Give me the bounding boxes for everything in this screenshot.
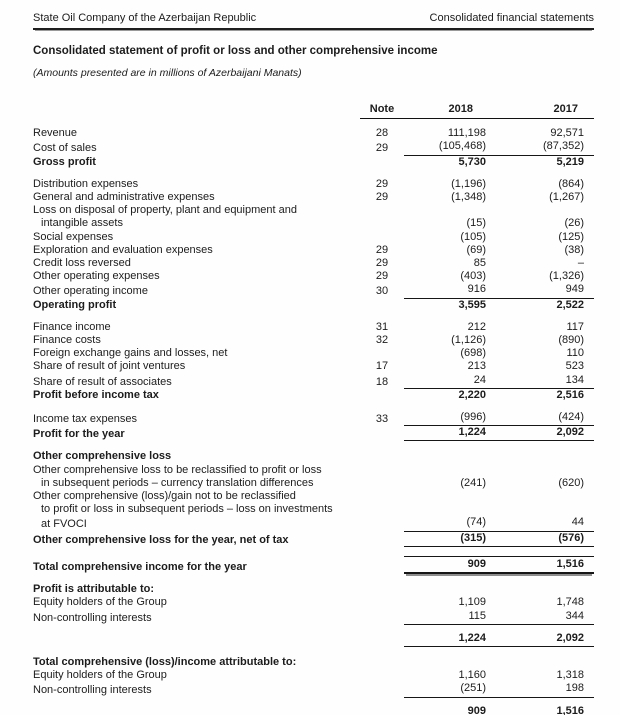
table-row — [33, 477, 594, 490]
row-numbers — [404, 140, 594, 155]
row-numbers — [404, 632, 594, 647]
value-2018: (241) — [460, 476, 486, 489]
row-numbers — [404, 610, 594, 625]
value-2017: (87,352) — [543, 140, 584, 153]
value-2018: 5,730 — [458, 155, 486, 168]
table-row — [33, 503, 594, 516]
row-right-section — [360, 140, 594, 155]
value-2017: 117 — [566, 320, 584, 333]
value-2018: (69) — [466, 243, 486, 256]
value-2018: (105,468) — [438, 140, 486, 153]
table-row — [33, 669, 594, 682]
table-row — [33, 347, 594, 360]
row-right-section — [360, 596, 594, 609]
value-2018: (74) — [466, 516, 486, 529]
row-label: Share of result of associates — [33, 375, 172, 388]
row-label: Other comprehensive (loss)/gain not to be reclassified — [33, 490, 296, 503]
header-document-type: Consolidated financial statements — [429, 12, 594, 24]
value-2017: 1,516 — [556, 557, 584, 570]
row-label: Profit is attributable to: — [33, 583, 154, 596]
table-row — [33, 464, 594, 477]
row-note-number: 29 — [375, 257, 389, 270]
row-note-number: 29 — [375, 243, 389, 256]
table-row — [33, 257, 594, 270]
row-label: Social expenses — [33, 230, 114, 243]
row-right-section — [360, 217, 594, 230]
row-right-section — [360, 244, 594, 257]
row-numbers — [404, 231, 594, 244]
value-2018: (1,196) — [451, 177, 486, 190]
statement-table — [33, 103, 594, 715]
table-row — [33, 532, 594, 547]
row-right-section — [360, 632, 594, 647]
row-label: Revenue — [33, 127, 78, 140]
value-2017: 523 — [565, 360, 584, 373]
value-2017: 2,516 — [556, 388, 584, 401]
value-2017: 344 — [565, 609, 584, 622]
table-row — [33, 656, 594, 669]
value-2018: (315) — [460, 531, 486, 544]
row-right-section — [360, 477, 594, 490]
table-row — [33, 374, 594, 389]
header-company-name: State Oil Company of the Azerbaijan Republic — [33, 12, 257, 24]
table-row — [33, 244, 594, 257]
value-2018: 1,109 — [458, 596, 486, 609]
table-row — [33, 705, 594, 715]
value-2017: 2,522 — [556, 298, 584, 311]
row-numbers — [404, 516, 594, 531]
row-label: Equity holders of the Group — [33, 669, 167, 682]
table-row — [33, 178, 594, 191]
row-numbers — [404, 257, 594, 270]
row-right-section — [360, 347, 594, 360]
table-row — [33, 632, 594, 647]
row-right-section — [360, 705, 594, 715]
row-numbers — [404, 705, 594, 715]
row-label: Finance costs — [33, 334, 101, 347]
table-row — [33, 516, 594, 531]
row-numbers — [404, 374, 594, 389]
row-right-section — [360, 178, 594, 191]
row-note-number: 29 — [375, 177, 389, 190]
row-note-number: 28 — [375, 127, 389, 140]
value-2018: 909 — [467, 557, 486, 570]
value-2017: 1,748 — [556, 596, 584, 609]
row-numbers — [404, 411, 594, 426]
value-2017: 92,571 — [550, 127, 584, 140]
table-row — [33, 156, 594, 169]
value-2018: 212 — [467, 320, 486, 333]
value-2017: (620) — [558, 476, 584, 489]
header-numbers — [404, 103, 594, 116]
row-label: Share of result of joint ventures — [33, 360, 186, 373]
value-2018: 1,224 — [458, 631, 486, 644]
row-label: Total comprehensive (loss)/income attributable to: — [33, 655, 297, 668]
row-note-number: 31 — [375, 320, 389, 333]
row-numbers — [404, 669, 594, 682]
row-label: Profit for the year — [33, 428, 125, 441]
row-note-number: 32 — [375, 334, 389, 347]
table-header-row — [33, 103, 594, 119]
value-2018: (1,126) — [451, 334, 486, 347]
value-2018: 2,220 — [458, 388, 486, 401]
row-right-section — [360, 283, 594, 298]
row-label: General and administrative expenses — [33, 191, 215, 204]
value-2017: 2,092 — [556, 631, 584, 644]
row-note-number: 30 — [375, 285, 389, 298]
row-numbers — [404, 360, 594, 373]
value-2018: (698) — [460, 347, 486, 360]
value-2018: 1,160 — [458, 669, 486, 682]
row-label: in subsequent periods – currency translation differences — [41, 476, 314, 489]
table-row — [33, 299, 594, 312]
row-right-section — [360, 532, 594, 547]
value-2017: 110 — [566, 347, 584, 360]
row-numbers — [404, 556, 594, 574]
table-row — [33, 334, 594, 347]
row-right-section — [360, 426, 594, 441]
row-numbers — [404, 477, 594, 490]
row-numbers — [404, 156, 594, 169]
row-label: to profit or loss in subsequent periods – loss on investments — [41, 503, 333, 516]
row-label: Other comprehensive loss — [33, 450, 172, 463]
value-2017: (1,267) — [549, 191, 584, 204]
row-label: intangible assets — [41, 217, 123, 230]
row-label: Cost of sales — [33, 142, 97, 155]
table-row — [33, 360, 594, 373]
table-row — [33, 610, 594, 625]
row-numbers — [404, 217, 594, 230]
table-row — [33, 191, 594, 204]
value-2017: (1,326) — [549, 270, 584, 283]
table-row — [33, 596, 594, 609]
table-row — [33, 411, 594, 426]
statement-title: Consolidated statement of profit or loss and other comprehensive income — [33, 45, 438, 57]
row-numbers — [404, 283, 594, 298]
table-row — [33, 556, 594, 574]
value-2018: (1,348) — [451, 191, 486, 204]
value-2018: (251) — [460, 682, 486, 695]
row-label: Other operating expenses — [33, 270, 160, 283]
value-2017: 44 — [571, 516, 584, 529]
row-label: Finance income — [33, 320, 111, 333]
value-2018: 3,595 — [458, 298, 486, 311]
value-2018: 85 — [473, 257, 486, 270]
row-numbers — [404, 270, 594, 283]
table-row — [33, 283, 594, 298]
table-row — [33, 583, 594, 596]
row-note-number: 33 — [375, 413, 389, 426]
column-header-note: Note — [369, 103, 395, 115]
value-2017: 949 — [565, 283, 584, 296]
value-2017: 1,318 — [556, 669, 584, 682]
row-right-section — [360, 556, 594, 574]
row-label: Operating profit — [33, 298, 117, 311]
row-note-number: 29 — [375, 270, 389, 283]
row-label: Total comprehensive income for the year — [33, 560, 247, 573]
value-2017: (26) — [564, 217, 584, 230]
row-numbers — [404, 532, 594, 547]
value-2017: (424) — [558, 411, 584, 424]
value-2017: 1,516 — [556, 704, 584, 715]
row-numbers — [404, 347, 594, 360]
header-right-section — [360, 103, 594, 119]
value-2017: 5,219 — [556, 155, 584, 168]
row-numbers — [404, 178, 594, 191]
row-label: at FVOCI — [41, 518, 87, 531]
row-label: Credit loss reversed — [33, 257, 131, 270]
row-label: Other comprehensive loss to be reclassified to profit or loss — [33, 463, 322, 476]
value-2017: – — [577, 257, 584, 270]
value-2018: 213 — [467, 360, 486, 373]
value-2017: (125) — [558, 230, 584, 243]
row-label: Distribution expenses — [33, 177, 139, 190]
row-right-section — [360, 231, 594, 244]
row-numbers — [404, 191, 594, 204]
table-row — [33, 204, 594, 217]
row-right-section — [360, 669, 594, 682]
table-row — [33, 490, 594, 503]
value-2018: 111,198 — [447, 127, 486, 140]
row-right-section — [360, 682, 594, 697]
column-header-2017: 2017 — [553, 103, 578, 115]
row-label: Gross profit — [33, 155, 96, 168]
row-right-section — [360, 191, 594, 204]
row-right-section — [360, 374, 594, 389]
row-numbers — [404, 321, 594, 334]
row-numbers — [404, 299, 594, 312]
row-numbers — [404, 596, 594, 609]
document-header — [33, 12, 594, 30]
value-2018: (15) — [466, 217, 486, 230]
row-right-section — [360, 321, 594, 334]
value-2017: (864) — [558, 177, 584, 190]
row-label: Exploration and evaluation expenses — [33, 243, 213, 256]
row-right-section — [360, 156, 594, 169]
row-label: Non-controlling interests — [33, 611, 152, 624]
row-right-section — [360, 610, 594, 625]
row-numbers — [404, 426, 594, 441]
table-row — [33, 127, 594, 140]
table-row — [33, 140, 594, 155]
value-2018: 24 — [473, 373, 486, 386]
row-right-section — [360, 516, 594, 531]
table-row — [33, 321, 594, 334]
table-row — [33, 682, 594, 697]
value-2018: (403) — [460, 270, 486, 283]
row-label: Non-controlling interests — [33, 684, 152, 697]
table-row — [33, 389, 594, 402]
row-note-number: 18 — [375, 375, 389, 388]
row-numbers — [404, 244, 594, 257]
table-row — [33, 270, 594, 283]
value-2017: 134 — [565, 373, 584, 386]
table-row — [33, 426, 594, 441]
value-2018: 909 — [467, 704, 486, 715]
row-numbers — [404, 127, 594, 140]
row-numbers — [404, 389, 594, 402]
value-2017: 2,092 — [556, 426, 584, 439]
value-2017: (576) — [558, 531, 584, 544]
table-row — [33, 217, 594, 230]
row-label: Other comprehensive loss for the year, net of tax — [33, 533, 289, 546]
row-right-section — [360, 334, 594, 347]
value-2017: (890) — [558, 334, 584, 347]
table-row — [33, 231, 594, 244]
row-label: Loss on disposal of property, plant and equipment and — [33, 204, 297, 217]
value-2018: 115 — [468, 609, 486, 622]
row-label: Equity holders of the Group — [33, 596, 167, 609]
table-row — [33, 450, 594, 463]
row-right-section — [360, 270, 594, 283]
row-right-section — [360, 360, 594, 373]
row-numbers — [404, 682, 594, 697]
row-label: Foreign exchange gains and losses, net — [33, 347, 228, 360]
row-note-number: 29 — [375, 191, 389, 204]
value-2018: 916 — [467, 283, 486, 296]
row-right-section — [360, 257, 594, 270]
table-body — [33, 127, 594, 715]
statement-subtitle: (Amounts presented are in millions of Azerbaijani Manats) — [33, 67, 302, 79]
value-2018: (105) — [460, 230, 486, 243]
row-label: Profit before income tax — [33, 388, 159, 401]
column-header-2018: 2018 — [448, 103, 473, 115]
row-right-section — [360, 411, 594, 426]
row-right-section — [360, 127, 594, 140]
value-2018: (996) — [460, 411, 486, 424]
row-label: Other operating income — [33, 285, 148, 298]
row-right-section — [360, 389, 594, 402]
row-note-number: 29 — [375, 142, 389, 155]
row-right-section — [360, 299, 594, 312]
value-2017: 198 — [565, 682, 584, 695]
row-numbers — [404, 334, 594, 347]
row-label: Income tax expenses — [33, 413, 137, 426]
value-2017: (38) — [564, 243, 584, 256]
value-2018: 1,224 — [458, 426, 486, 439]
row-note-number: 17 — [375, 360, 389, 373]
